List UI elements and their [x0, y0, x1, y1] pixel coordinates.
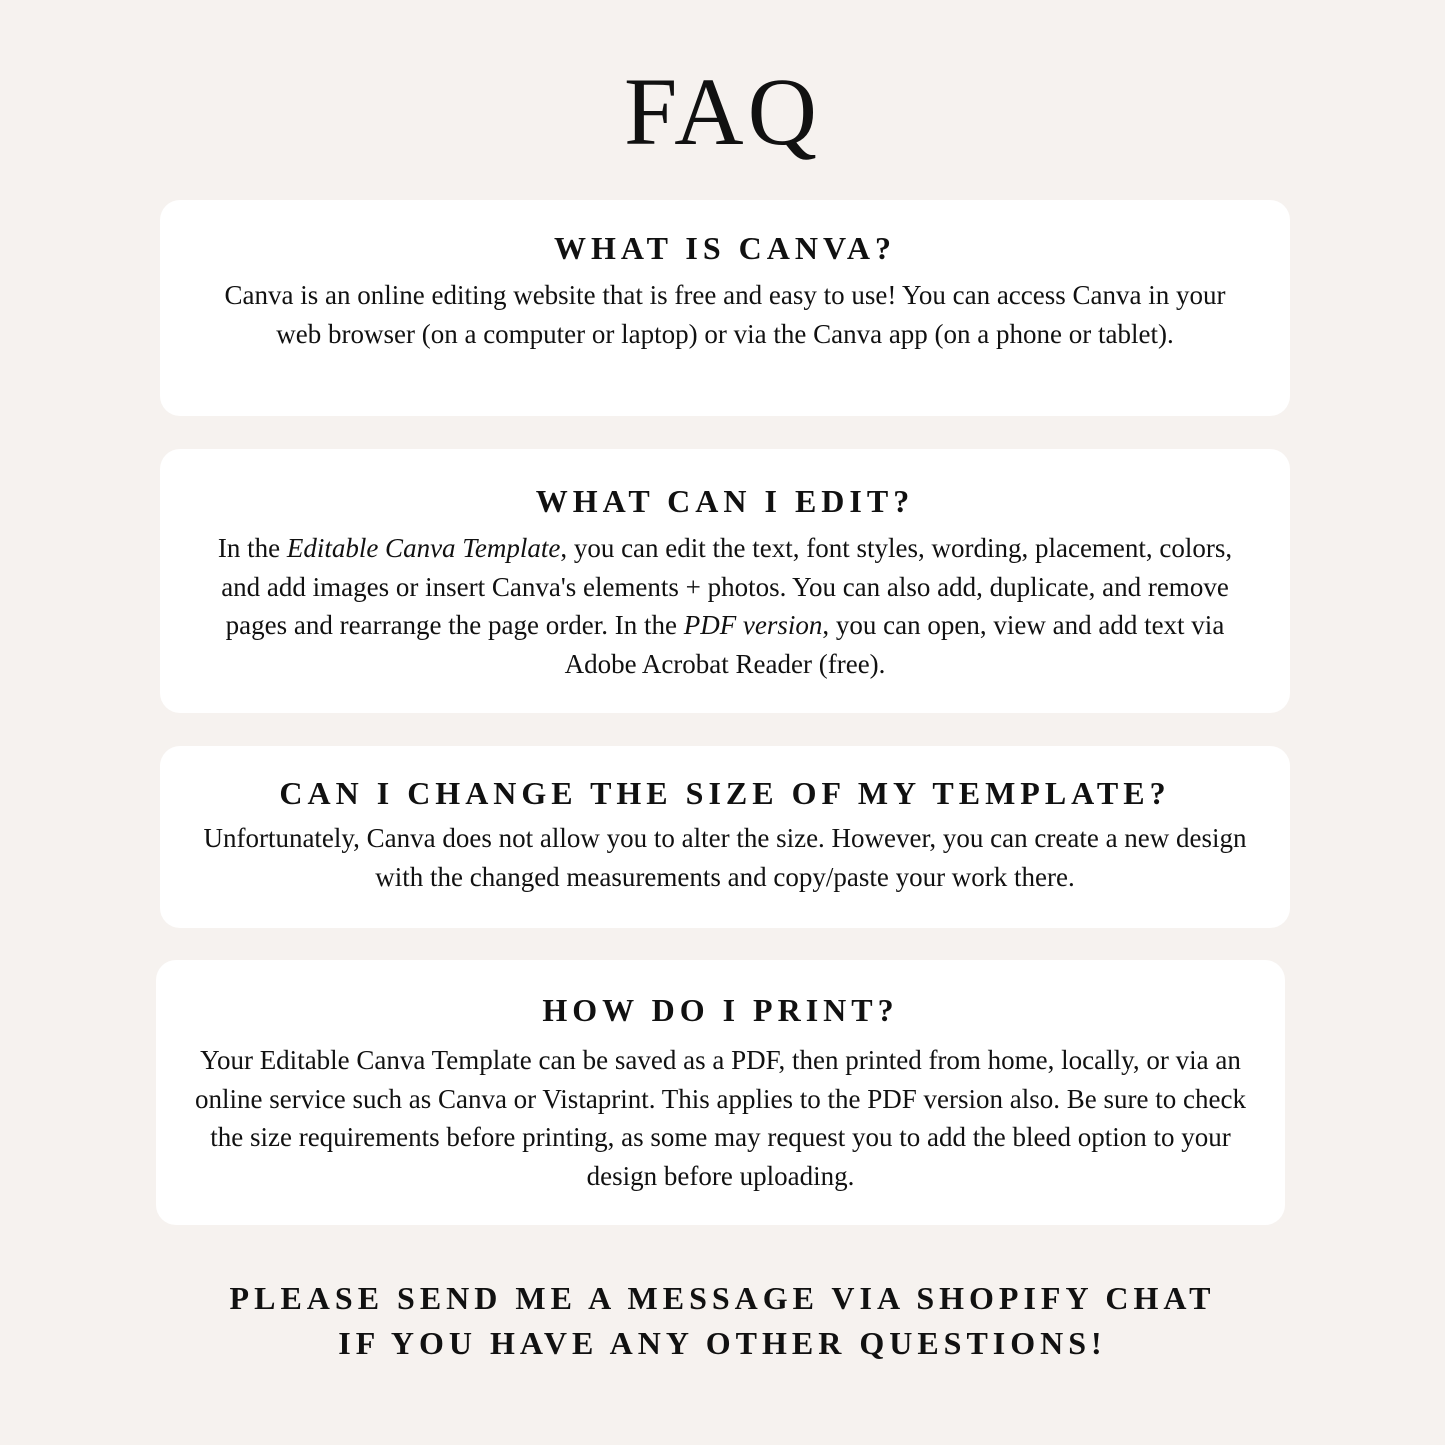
faq-answer: Canva is an online editing website that is free and easy to use! You can access Canva in your web browser (on a computer or laptop) or via the Canva app (on a phone or tablet). — [224, 280, 1226, 349]
faq-question: WHAT IS CANVA? — [553, 230, 897, 266]
faq-card-change-size — [160, 746, 1290, 928]
faq-answer: Your Editable Canva Template can be saved as a PDF, then printed from home, locally, or via an online service such as Canva or Vistaprint. This applies to the PDF version also. Be sure to check the size requirements before printing, as some may request you to add the bleed option to your design before uploading. — [195, 1045, 1246, 1191]
faq-question: WHAT CAN I EDIT? — [535, 483, 915, 519]
answer-text: In the — [217, 533, 287, 563]
contact-note — [0, 1276, 1445, 1366]
faq-card-what-is-canva — [160, 200, 1290, 416]
answer-italic-text: Editable Canva Template — [286, 533, 561, 563]
faq-question: HOW DO I PRINT? — [542, 992, 899, 1028]
page-title: FAQ — [624, 58, 821, 165]
faq-card-what-can-i-edit — [160, 449, 1290, 713]
answer-italic-text: PDF version — [683, 610, 823, 640]
answer-text: , you can edit the text, font styles, wording, placement, colors, and add images or insert Canva's elements + photos. You can also add, duplicate, and remove pages and rearrange the page order. In the — [221, 533, 1233, 640]
answer-text: , you can open, view and add text via Adobe Acrobat Reader (free). — [564, 610, 1225, 679]
faq-answer — [160, 529, 1290, 683]
contact-note-line: PLEASE SEND ME A MESSAGE VIA SHOPIFY CHAT — [229, 1280, 1216, 1316]
faq-answer: Unfortunately, Canva does not allow you to alter the size. However, you can create a new design with the changed measurements and copy/paste your work there. — [203, 823, 1247, 892]
faq-card-how-to-print — [156, 960, 1285, 1225]
contact-note-line: IF YOU HAVE ANY OTHER QUESTIONS! — [338, 1325, 1107, 1361]
faq-question: CAN I CHANGE THE SIZE OF MY TEMPLATE? — [279, 775, 1171, 811]
